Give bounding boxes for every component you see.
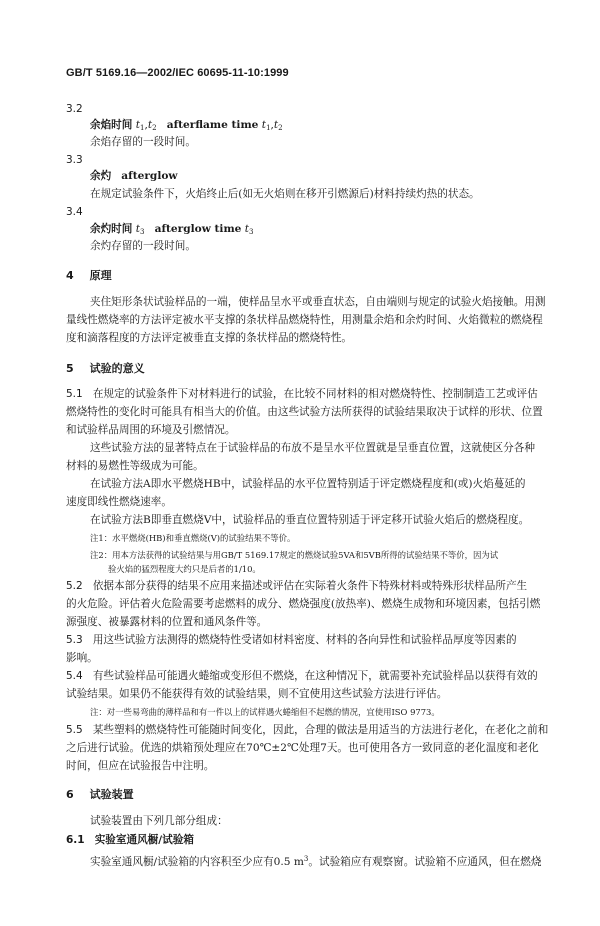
term-sub: 2 bbox=[152, 124, 157, 132]
clause-number: 5.2 bbox=[66, 580, 83, 592]
clause-number: 5.3 bbox=[66, 634, 83, 646]
term-sub: 1 bbox=[266, 124, 271, 132]
term-cn: 余灼时间 bbox=[90, 223, 133, 235]
term-cn: 余灼 bbox=[90, 170, 112, 182]
superscript: 3 bbox=[303, 855, 309, 863]
term-afterglow bbox=[90, 169, 178, 183]
paragraph-line bbox=[66, 579, 527, 593]
paragraph-line: 和试验样品周围的环境及引燃情况。 bbox=[66, 424, 236, 436]
paragraph-line bbox=[66, 633, 517, 647]
paragraph-line: 之后进行试验。优选的烘箱预处理应在70℃±2℃处理7天。也可使用各方一致同意的老化温度和老化 bbox=[66, 742, 539, 754]
paragraph-text: 用这些试验方法测得的燃烧特性受诸如材料密度、材料的各向异性和试验样品厚度等因素的 bbox=[92, 634, 517, 646]
clause-number: 3.2 bbox=[66, 103, 83, 115]
paragraph-line bbox=[90, 852, 541, 869]
clause-number: 5.1 bbox=[66, 388, 83, 400]
paragraph-line: 试验结果。如果仍不能获得有效的试验结果，则不宜使用这些试验方法进行评估。 bbox=[66, 688, 448, 700]
paragraph-line: 在试验方法B即垂直燃烧V中，试验样品的垂直位置特别适于评定移开试验火焰后的燃烧程度。 bbox=[90, 514, 530, 526]
paragraph-line: 在试验方法A即水平燃烧HB中，试验样品的水平位置特别适于评定燃烧程度和(或)火焰蔓延的 bbox=[90, 478, 526, 490]
section-heading-apparatus bbox=[66, 786, 134, 802]
paragraph-line bbox=[66, 669, 538, 683]
section-title: 试验装置 bbox=[89, 788, 134, 801]
clause-number: 3.4 bbox=[66, 206, 83, 218]
term-symbol: t bbox=[147, 119, 153, 131]
section-number: 4 bbox=[66, 269, 74, 282]
term-symbol: t bbox=[261, 119, 267, 131]
term-symbol: t bbox=[135, 119, 141, 131]
standard-header: GB/T 5169.16—2002/IEC 60695-11-10:1999 bbox=[66, 67, 289, 79]
section-number: 6 bbox=[66, 788, 74, 801]
section-heading-principle bbox=[66, 267, 112, 283]
paragraph-line: 的火危险。评估着火危险需要考虑燃料的成分、燃烧强度(放热率)、燃烧生成物和环境因素，包括引燃 bbox=[66, 598, 541, 610]
note-2-cont: 验火焰的猛烈程度大约只是后者的1/10。 bbox=[108, 564, 261, 574]
paragraph-line: 度和滴落程度的方法评定被垂直支撑的条状样品的燃烧特性。 bbox=[66, 332, 353, 344]
paragraph-line: 量线性燃烧率的方法评定被水平支撑的条状样品燃烧特性，用测量余焰和余灼时间、火焰微粒的燃烧程 bbox=[66, 314, 543, 326]
clause-number: 6.1 bbox=[66, 834, 85, 846]
section-heading-significance bbox=[66, 360, 145, 376]
paragraph-line: 速度即线性燃烧速率。 bbox=[66, 496, 172, 508]
term-symbol: t bbox=[244, 223, 250, 235]
term-cn: 余焰时间 bbox=[90, 119, 133, 131]
paragraph-text: 。试验箱应有观察窗。试验箱不应通风，但在燃烧 bbox=[308, 856, 542, 868]
paragraph-line: 材料的易燃性等级成为可能。 bbox=[66, 460, 204, 472]
term-en: afterflame time bbox=[166, 119, 259, 131]
term-sub: 1 bbox=[140, 124, 145, 132]
paragraph-text: 有些试验样品可能遇火蜷缩或变形但不燃烧，在这种情况下，就需要补充试验样品以获得有效的 bbox=[92, 670, 538, 682]
term-afterflame-time: 余焰时间 $t_1,t_2$ afterflame time $t_1,t_2$ bbox=[90, 119, 283, 132]
paragraph-line: 试验装置由下列几部分组成： bbox=[90, 815, 228, 827]
note-2: 注2：用本方法获得的试验结果与用GB/T 5169.17规定的燃烧试验5VA和5VB所得的试验结果不等价，因为试 bbox=[90, 550, 499, 560]
subsection-title: 实验室通风橱/试验箱 bbox=[94, 834, 194, 846]
term-definition: 余焰存留的一段时间。 bbox=[90, 136, 196, 148]
term-afterglow-time bbox=[90, 222, 254, 239]
clause-number: 5.5 bbox=[66, 724, 83, 736]
paragraph-text: 在规定的试验条件下对材料进行的试验，在比较不同材料的相对燃烧特性、控制制造工艺或评估 bbox=[92, 388, 538, 400]
paragraph-text: 依据本部分获得的结果不应用来描述或评估在实际着火条件下特殊材料或特殊形状样品所产生 bbox=[92, 580, 528, 592]
paragraph-line: 时间，但应在试验报告中注明。 bbox=[66, 760, 215, 772]
term-sub: 2 bbox=[278, 124, 283, 132]
subsection-heading bbox=[66, 833, 194, 847]
term-definition: 在规定试验条件下，火焰终止后(如无火焰则在移开引燃源后)材料持续灼热的状态。 bbox=[90, 188, 480, 200]
term-symbol: t bbox=[273, 119, 279, 131]
paragraph-text: 某些塑料的燃烧特性可能随时间变化，因此，合理的做法是用适当的方法进行老化，在老化之前和 bbox=[92, 724, 549, 736]
paragraph-line bbox=[66, 387, 538, 401]
term-en: afterglow time bbox=[154, 223, 242, 235]
clause-number: 5.4 bbox=[66, 670, 83, 682]
paragraph-line: 影响。 bbox=[66, 652, 98, 664]
section-number: 5 bbox=[66, 362, 74, 375]
paragraph-line: 燃烧特性的变化时可能具有相当大的价值。由这些试验方法所获得的试验结果取决于试样的形状、位置 bbox=[66, 406, 543, 418]
note-1: 注1：水平燃烧(HB)和垂直燃烧(V)的试验结果不等价。 bbox=[90, 533, 296, 543]
section-title: 原理 bbox=[89, 269, 112, 282]
term-en: afterglow bbox=[121, 170, 178, 182]
paragraph-line: 源强度、被暴露材料的位置和通风条件等。 bbox=[66, 616, 268, 628]
paragraph-line: 这些试验方法的显著特点在于试验样品的布放不是呈水平位置就是呈垂直位置，这就使区分各种 bbox=[90, 442, 535, 454]
term-sub: 3 bbox=[249, 228, 254, 236]
term-definition: 余灼存留的一段时间。 bbox=[90, 240, 196, 252]
note-3: 注：对一些易弯曲的薄样品和有一件以上的试样遇火蜷缩但不起燃的情况，宜使用ISO 9773。 bbox=[90, 707, 440, 717]
term-sub: 3 bbox=[140, 228, 145, 236]
term-symbol: t bbox=[135, 223, 141, 235]
section-title: 试验的意义 bbox=[89, 362, 145, 375]
paragraph-line bbox=[66, 723, 548, 737]
paragraph-line: 夹住矩形条状试验样品的一端，使样品呈水平或垂直状态，自由端则与规定的试验火焰接触。用测 bbox=[90, 296, 546, 308]
paragraph-text: 实验室通风橱/试验箱的内容积至少应有0.5 m bbox=[90, 856, 304, 868]
clause-number: 3.3 bbox=[66, 154, 83, 166]
